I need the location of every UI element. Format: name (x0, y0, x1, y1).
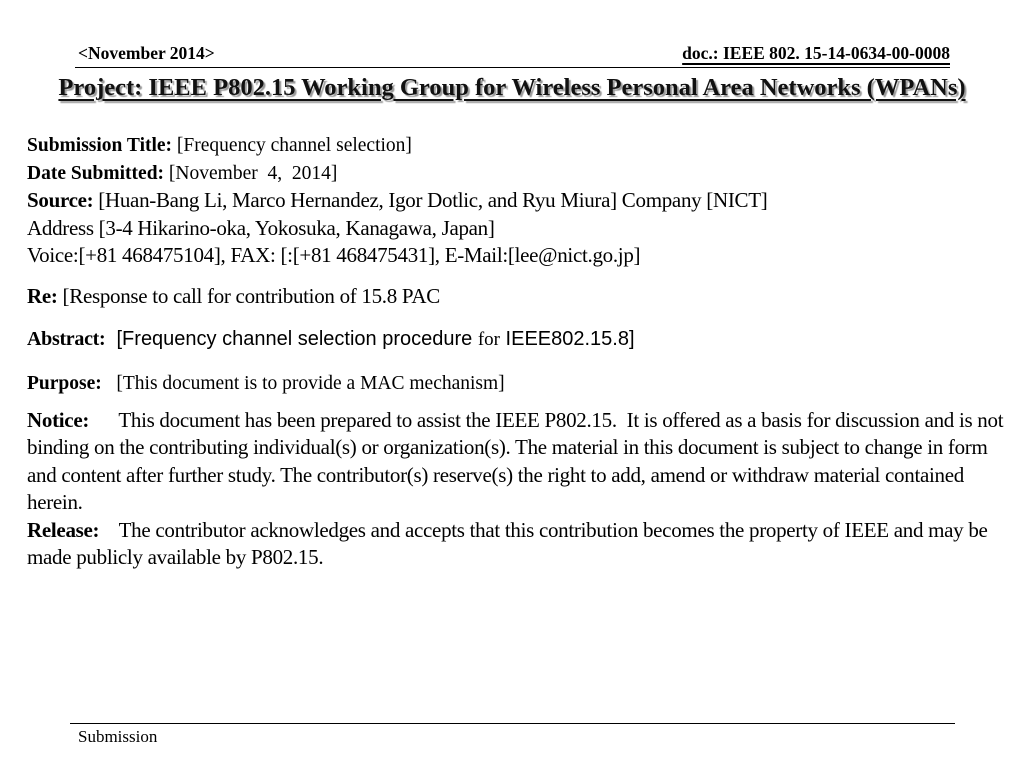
abstract-value-sans-1: [Frequency channel selection procedure (105, 328, 478, 350)
footer-rule (70, 723, 955, 724)
source-label: Source: (27, 188, 94, 212)
release-value: The contributor acknowledges and accepts that this contribution becomes the property of IEEE and may be made publicly available by P802.15. (27, 517, 993, 569)
notice-label: Notice: (27, 407, 90, 432)
field-voice-fax-email (27, 242, 1009, 270)
field-date-submitted (27, 160, 1009, 188)
abstract-label: Abstract: (27, 328, 106, 350)
abstract-value-for: for (477, 329, 500, 350)
date-submitted-label: Date Submitted: (27, 162, 165, 184)
field-submission-title (27, 132, 1009, 160)
field-abstract (27, 325, 1009, 354)
release-label: Release: (27, 517, 100, 542)
header-rule (75, 67, 950, 68)
re-value: [Response to call for contribution of 15.8 PAC (57, 283, 440, 308)
purpose-label: Purpose: (27, 373, 102, 394)
field-release (27, 517, 1009, 572)
notice-value: This document has been prepared to assist the IEEE P802.15. It is offered as a basis for discussion and is not binding on the contributing individual(s) or organization(s). The material in this document is subject to change in form and content after further study. The contributor(s) reserve(s) the right to add, amend or withdraw material contained herein. (27, 407, 1009, 514)
abstract-value-sans-2: IEEE802.15.8] (500, 328, 635, 350)
voice-fax-email-value: Voice:[+81 468475104], FAX: [:[+81 468475431], E-Mail:[lee@nict.go.jp] (27, 243, 641, 267)
content-area (27, 132, 1009, 572)
date-submitted-value: [November 4, 2014] (164, 162, 338, 184)
footer-submission-label: Submission (78, 727, 158, 746)
source-value: [Huan-Bang Li, Marco Hernandez, Igor Dotlic, and Ryu Miura] Company [NICT] (93, 188, 768, 212)
field-purpose (27, 370, 1009, 398)
purpose-value: [This document is to provide a MAC mechanism] (101, 373, 505, 394)
field-re (27, 283, 1009, 311)
header-doc-number: doc.: IEEE 802. 15-14-0634-00-0008 (682, 43, 950, 63)
address-value: Address [3-4 Hikarino-oka, Yokosuka, Kanagawa, Japan] (27, 215, 495, 240)
re-label: Re: (27, 283, 58, 308)
header-date: <November 2014> (78, 43, 215, 63)
page-title: Project: IEEE P802.15 Working Group for Wireless Personal Area Networks (WPANs) (58, 74, 966, 101)
submission-title-value: [Frequency channel selection] (172, 135, 412, 156)
field-notice (27, 407, 1009, 517)
field-source (27, 187, 1009, 215)
submission-title-label: Submission Title: (27, 135, 173, 156)
field-address (27, 215, 1009, 243)
